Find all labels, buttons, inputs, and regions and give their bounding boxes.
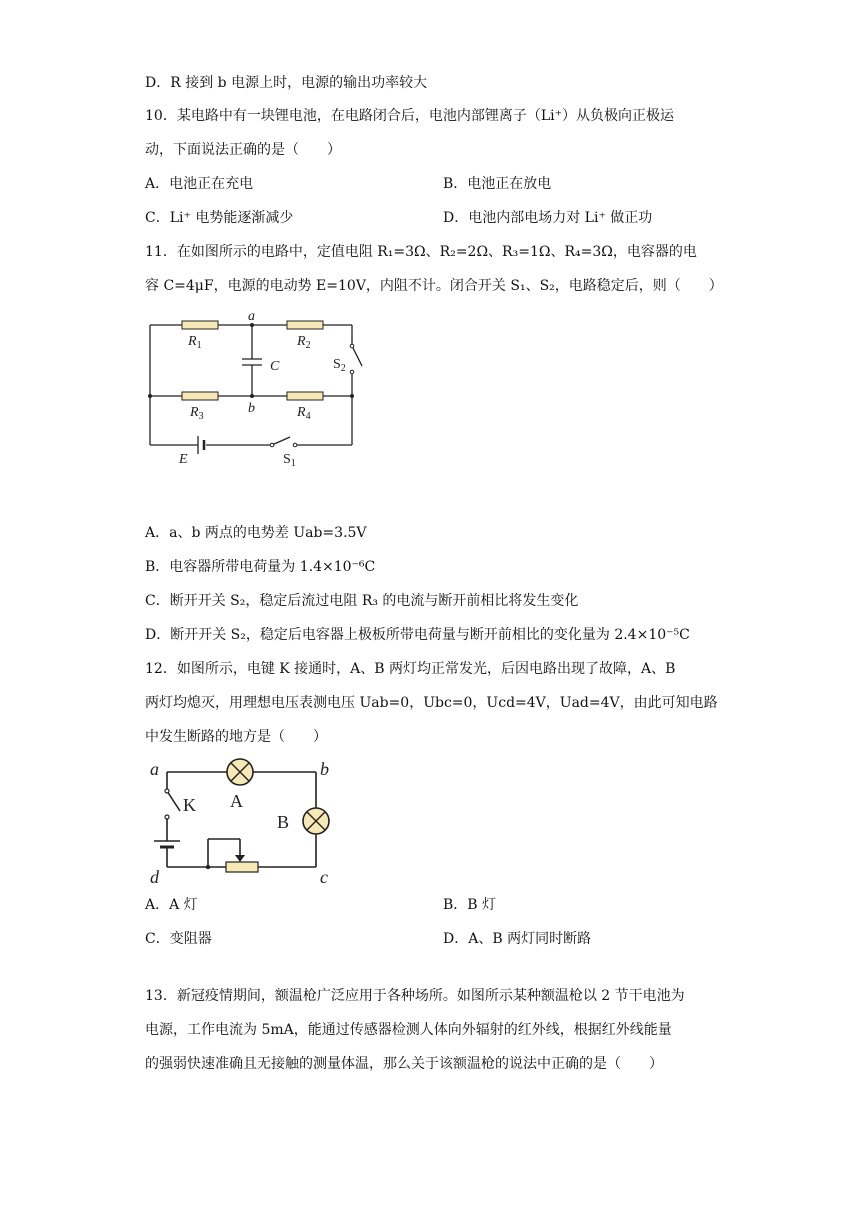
r2-label: $R_2$ [297, 334, 311, 351]
r1-label: $R_1$ [188, 334, 202, 351]
q12-stem-line3: 中发生断路的地方是（ ） [145, 729, 327, 745]
switch-k-label: K [183, 795, 196, 815]
q12-option-b: B．B 灯 [443, 897, 497, 913]
q12-option-d: D．A、B 两灯同时断路 [443, 931, 592, 947]
node-a-label: a [248, 309, 255, 324]
q12-option-c: C．变阻器 [145, 931, 212, 947]
q10-option-c: C．Li⁺ 电势能逐渐减少 [145, 210, 294, 226]
q11-option-d: D．断开开关 S₂，稳定后电容器上极板所带电荷量与断开前相比的变化量为 2.4×10⁻⁵C [145, 627, 690, 643]
q11-stem-line1: 11．在如图所示的电路中，定值电阻 R₁=3Ω、R₂=2Ω、R₃=1Ω、R₄=3Ω，电容器的电 [145, 244, 697, 260]
q9-option-d: D．R 接到 b 电源上时，电源的输出功率较大 [145, 75, 428, 91]
node-b-label-q12: b [320, 759, 329, 779]
q11-option-b: B．电容器所带电荷量为 1.4×10⁻⁶C [145, 559, 376, 575]
r3-label: $R_3$ [190, 405, 204, 422]
q10-option-b: B．电池正在放电 [443, 176, 552, 192]
q11-option-a: A．a、b 两点的电势差 Uab=3.5V [145, 525, 367, 541]
emf-label: E [179, 452, 188, 467]
q13-stem-line2: 电源，工作电流为 5mA，能通过传感器检测人体向外辐射的红外线，根据红外线能量 [145, 1022, 672, 1038]
q10-stem-line2: 动，下面说法正确的是（ ） [145, 142, 341, 158]
q10-option-d: D．电池内部电场力对 Li⁺ 做正功 [443, 210, 653, 226]
s1-label: $S_1$ [283, 452, 296, 469]
node-d-label-q12: d [150, 867, 159, 887]
q11-stem-line2: 容 C=4μF，电源的电动势 E=10V，内阻不计。闭合开关 S₁、S₂，电路稳定后，则（ ） [145, 278, 723, 294]
q10-stem-line1: 10．某电路中有一块锂电池，在电路闭合后，电池内部锂离子（Li⁺）从负极向正极运 [145, 108, 674, 124]
q11-circuit-diagram [140, 308, 370, 473]
q13-stem-line1: 13．新冠疫情期间，额温枪广泛应用于各种场所。如图所示某种额温枪以 2 节干电池为 [145, 988, 685, 1004]
q12-option-a: A．A 灯 [145, 897, 198, 913]
node-b-label: b [248, 401, 255, 416]
node-a-label-q12: a [150, 759, 159, 779]
q12-stem-line2: 两灯均熄灭，用理想电压表测电压 Uab=0，Ubc=0，Ucd=4V，Uad=4V，由此可知电路 [145, 695, 718, 711]
node-c-label-q12: c [320, 867, 328, 887]
q11-option-c: C．断开开关 S₂，稳定后流过电阻 R₃ 的电流与断开前相比将发生变化 [145, 593, 579, 609]
lamp-a-label: A [230, 791, 243, 811]
r4-label: $R_4$ [297, 405, 311, 422]
capacitor-label: C [270, 359, 280, 374]
q12-stem-line1: 12．如图所示，电键 K 接通时，A、B 两灯均正常发光，后因电路出现了故障，A、B [145, 661, 676, 677]
q12-circuit-diagram [140, 755, 340, 890]
q10-option-a: A．电池正在充电 [145, 176, 254, 192]
q13-stem-line3: 的强弱快速准确且无接触的测量体温，那么关于该额温枪的说法中正确的是（ ） [145, 1056, 663, 1072]
lamp-b-label: B [277, 812, 290, 832]
s2-label: $S_2$ [333, 357, 346, 374]
